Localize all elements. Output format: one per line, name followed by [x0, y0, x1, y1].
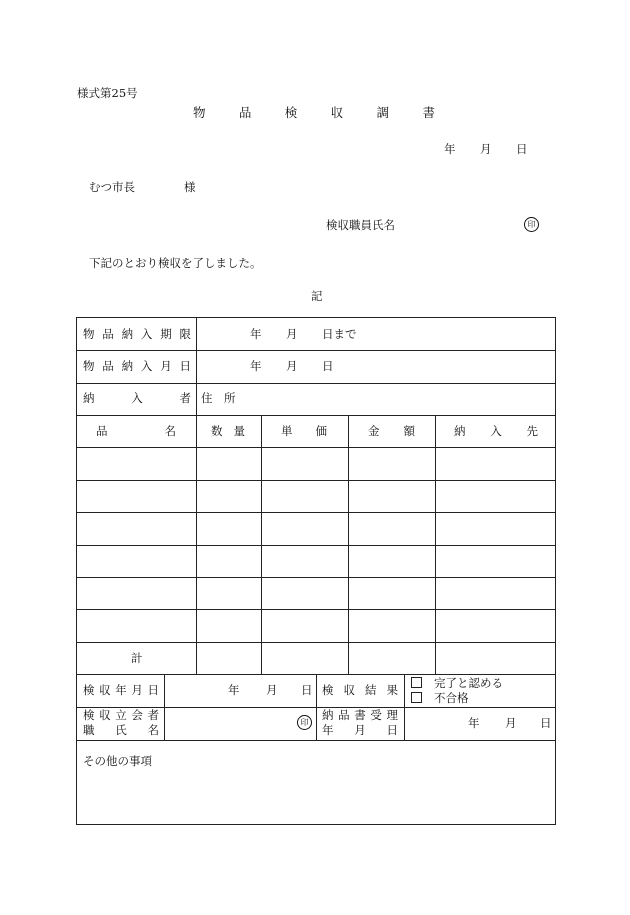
- addressee-name: むつ市長: [89, 180, 135, 194]
- title-char: 品: [238, 105, 252, 120]
- delivery-date-label: 物 品 納 入 月 日: [83, 359, 191, 373]
- delivery-date-year: 年: [250, 359, 262, 373]
- result-option-fail[interactable]: 不合格: [411, 691, 469, 705]
- body-text: 下記のとおり検収を了しました。: [89, 256, 262, 270]
- receipt-label-line1: 納 品 書 受 理: [322, 708, 398, 722]
- inspector-seal-icon: 印: [524, 217, 539, 232]
- header-unit-price: 単 価: [281, 424, 327, 438]
- receipt-year: 年: [468, 716, 480, 730]
- inspection-date-year: 年: [228, 683, 240, 697]
- inspection-table: [76, 317, 556, 825]
- ki-label: 記: [311, 289, 323, 303]
- receipt-month: 月: [505, 716, 517, 730]
- other-matters-label: その他の事項: [83, 754, 152, 768]
- header-destination: 納 入 先: [454, 424, 538, 438]
- title-char: 収: [330, 105, 344, 120]
- delivery-date-day: 日: [322, 359, 334, 373]
- title-char: 検: [284, 105, 298, 120]
- delivery-deadline-month: 月: [286, 327, 298, 341]
- title-char: 調: [376, 105, 390, 120]
- date-month: 月: [480, 142, 492, 156]
- addressee-honorific: 様: [184, 180, 196, 194]
- checkbox-icon[interactable]: [411, 692, 422, 703]
- result-option-complete[interactable]: 完了と認める: [411, 676, 503, 690]
- delivery-date-month: 月: [286, 359, 298, 373]
- date-day: 日: [516, 142, 528, 156]
- title-char: 物: [193, 105, 206, 120]
- total-label: 計: [131, 651, 143, 665]
- header-quantity: 数 量: [211, 424, 245, 438]
- witness-seal-icon: 印: [297, 715, 312, 730]
- inspector-label: 検収職員氏名: [326, 218, 395, 232]
- date-year: 年: [444, 142, 456, 156]
- header-amount: 金 額: [368, 424, 415, 438]
- delivery-deadline-day: 日まで: [322, 327, 357, 341]
- form-number: 様式第25号: [77, 86, 138, 100]
- supplier-address-label: 住 所: [201, 391, 236, 405]
- inspection-date-day: 日: [301, 683, 313, 697]
- delivery-deadline-label: 物 品 納 入 期 限: [83, 327, 191, 341]
- inspection-date-month: 月: [266, 683, 278, 697]
- witness-label-line1: 検 収 立 会 者: [83, 708, 159, 722]
- inspection-date-label: 検 収 年 月 日: [83, 683, 159, 697]
- header-item-name: 品 名: [96, 424, 176, 438]
- inspection-result-label: 検 収 結 果: [322, 683, 398, 697]
- checkbox-icon[interactable]: [411, 677, 422, 688]
- supplier-label: 納 入 者: [83, 391, 191, 405]
- delivery-deadline-year: 年: [250, 327, 262, 341]
- document-title: [193, 103, 435, 121]
- title-char: 書: [422, 105, 435, 120]
- witness-label-line2: 職 氏 名: [83, 723, 159, 737]
- receipt-label-line2: 年 月 日: [322, 723, 398, 737]
- receipt-day: 日: [540, 716, 552, 730]
